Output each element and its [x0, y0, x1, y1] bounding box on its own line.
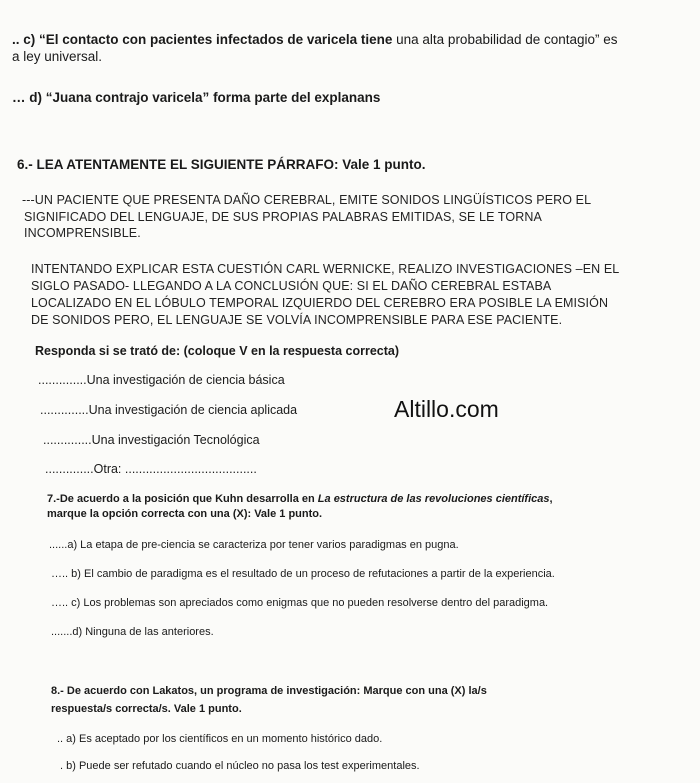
q5-option-c-prefix: .. c): [12, 32, 40, 47]
q7-title-part1: 7.-De acuerdo a la posición que Kuhn desarrolla en: [47, 493, 318, 505]
q7-title-part2: ,: [549, 493, 553, 505]
q5-option-d: … d) “Juana contrajo varicela” forma parte del explanans: [12, 90, 381, 105]
q7-title: [47, 493, 553, 505]
q7-title-book: La estructura de las revoluciones científicas: [317, 493, 550, 505]
q5-option-c: [12, 32, 618, 47]
q8-title-line2: respuesta/s correcta/s. Vale 1 punto.: [51, 703, 242, 715]
q8-title-line1: 8.- De acuerdo con Lakatos, un programa de investigación: Marque con una (X) la/s: [51, 685, 487, 697]
q7-option-b[interactable]: ….. b) El cambio de paradigma es el resultado de un proceso de refutaciones a partir de la experiencia.: [51, 568, 555, 580]
q6-paragraph2-line3: LOCALIZADO EN EL LÓBULO TEMPORAL IZQUIERDO DEL CEREBRO ERA POSIBLE LA EMISIÓN: [31, 296, 609, 310]
q6-paragraph2-line4: DE SONIDOS PERO, EL LENGUAJE SE VOLVÍA INCOMPRENSIBLE PARA ESE PACIENTE.: [31, 313, 563, 327]
q5-option-c-line2: a ley universal.: [12, 49, 103, 64]
q6-option-basic[interactable]: ..............Una investigación de ciencia básica: [38, 373, 285, 387]
q6-title: 6.- LEA ATENTAMENTE EL SIGUIENTE PÁRRAFO: Vale 1 punto.: [17, 157, 426, 172]
q7-option-d[interactable]: .......d) Ninguna de las anteriores.: [51, 626, 214, 638]
q6-paragraph1-line2: SIGNIFICADO DEL LENGUAJE, DE SUS PROPIAS PALABRAS EMITIDAS, SE LE TORNA: [24, 210, 542, 224]
q6-instruction: Responda si se trató de: (coloque V en la respuesta correcta): [35, 344, 399, 358]
q7-option-c[interactable]: ….. c) Los problemas son apreciados como enigmas que no pueden resolverse dentro del paradigma.: [51, 597, 549, 609]
q7-title-line2: marque la opción correcta con una (X): Vale 1 punto.: [47, 508, 323, 520]
q6-paragraph1-line3: INCOMPRENSIBLE.: [24, 226, 141, 240]
q6-paragraph2-line2: SIGLO PASADO- LLEGANDO A LA CONCLUSIÓN QUE: SI EL DAÑO CEREBRAL ESTABA: [31, 279, 552, 293]
q6-paragraph1-line1: ---UN PACIENTE QUE PRESENTA DAÑO CEREBRAL, EMITE SONIDOS LINGÜÍSTICOS PERO EL: [22, 193, 592, 207]
q7-option-a[interactable]: ......a) La etapa de pre-ciencia se caracteriza por tener varios paradigmas en pugna.: [49, 539, 459, 551]
watermark: Altillo.com: [394, 396, 499, 422]
q8-option-a[interactable]: .. a) Es aceptado por los científicos en un momento histórico dado.: [57, 733, 383, 745]
q6-paragraph2-line1: INTENTANDO EXPLICAR ESTA CUESTIÓN CARL WERNICKE, REALIZO INVESTIGACIONES –EN EL: [31, 262, 620, 276]
q5-option-c-rest: una alta probabilidad de contagio” es: [396, 32, 618, 47]
q6-option-other[interactable]: ..............Otra: ......................................: [45, 462, 257, 476]
q8-option-b[interactable]: . b) Puede ser refutado cuando el núcleo no pasa los test experimentales.: [60, 760, 420, 772]
q6-option-technological[interactable]: ..............Una investigación Tecnológica: [43, 433, 260, 447]
q5-option-c-bold: “El contacto con pacientes infectados de varicela tiene: [39, 32, 397, 47]
q6-option-applied[interactable]: ..............Una investigación de ciencia aplicada: [40, 403, 298, 417]
